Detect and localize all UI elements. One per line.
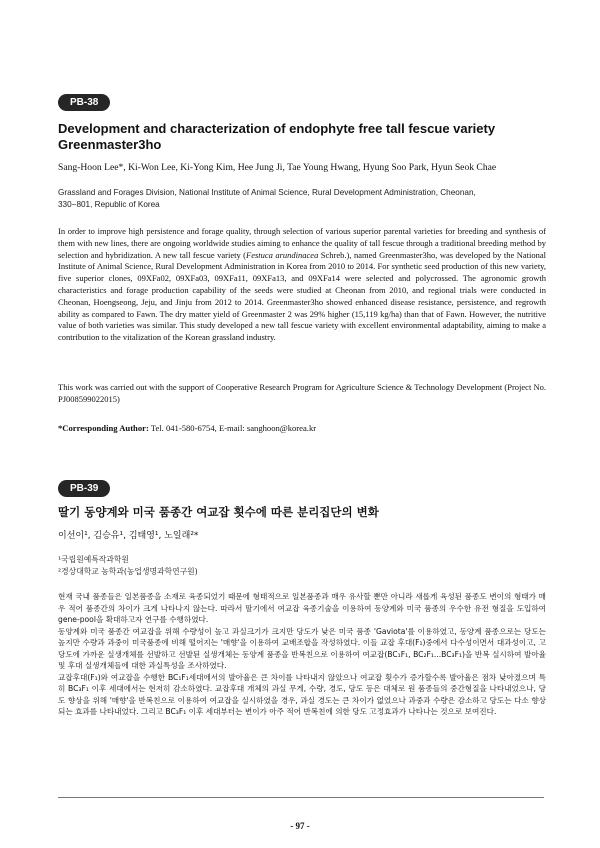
pb38-corresponding-label: *Corresponding Author:: [58, 423, 149, 433]
pb39-body: [58, 591, 546, 718]
pb39-affiliation1: ¹국립원예특작과학원: [58, 555, 129, 564]
pb38-abstract-part2: Schreb.), named Greenmaster3ho, was developed by the National Institute of Animal Science, Rural Development Administration in Korea from 2010 to 2014. For synthetic seed production of this new variety, five superior clones, 09XFa02, 09XFa03, 09XFa11, 09XFa13, and 09XFa14 were selected and polycrossed. The agronomic growth characteristics and forage production capability of the seeds were studied at Cheonan from 2010, and regional trials were conducted in Cheonan, Hoengseong, Jeju, and Jinju from 2012 to 2014. Greenmaster3ho showed enhanced disease resistance, persistence, and regrowth ability as compared to Fawn. The dry matter yield of Greenmaster 2 was 29% higher (15,119 kg/ha) than that of Fawn. However, the nutritive value of both varieties was similar. This study developed a new tall fescue variety with excellent environmental adaptability, aiming to make a contribution to the vitalization of the Korean grassland industry.: [58, 249, 546, 343]
pb39-title: 딸기 동양계와 미국 품종간 여교잡 횟수에 따른 분리집단의 변화: [58, 505, 379, 519]
pb38-authors: Sang-Hoon Lee*, Ki-Won Lee, Ki-Yong Kim, Hee Jung Ji, Tae Young Hwang, Hyung Soo Park, Hyun Seok Chae: [58, 162, 497, 173]
pb38-affiliation-line2: 330−801, Republic of Korea: [58, 200, 160, 209]
pb38-abstract: [58, 226, 546, 344]
pb39-para3: 교잡후대(F₁)와 여교잡을 수행한 BC₁F₁세대에서의 발아율은 큰 차이를 나타내지 않았으나 여교잡 횟수가 증가할수록 발아율은 점차 낮아졌으며 특히 BC₃F₁ 이후 세대에서는 현저히 감소하였다. 교잡후대 개체의 과실 무게, 수량, 경도, 당도 등은 대체로 원 품종들의 중간형질을 나타내었으나, 당도 향상을 위해 '매향'을 반복친으로 이용하여 여교잡을 실시하였을 경우, 과실 경도는 큰 차이가 없었으나 과중과 수량은 감소하고 당도는 다소 향상되는 효과를 나타내었다. 그리고 BC₃F₁ 이후 세대부터는 변이가 아주 적어 반복친에 의한 당도 고정효과가 나타나는 것으로 보여진다.: [58, 672, 546, 716]
pb39-authors: 이선이¹, 김승유¹, 김태영¹, 노일래²*: [58, 531, 199, 541]
pb39-affiliation: [58, 554, 548, 578]
pb38-corresponding: [58, 422, 548, 434]
pb38-acknowledgement: This work was carried out with the support of Cooperative Research Program for Agriculture Science & Technology Development (Project No. PJ008599022015): [58, 382, 546, 404]
pb38-corresponding-text: Tel. 041-580-6754, E-mail: sanghoon@korea.kr: [148, 423, 317, 433]
pb38-affiliation-line1: Grassland and Forages Division, National Institute of Animal Science, Rural Development Administration, Cheonan,: [58, 188, 476, 197]
pb38-abstract-species: Festuca arundinacea: [246, 249, 319, 260]
pb39-para2: 동양계와 미국 품종간 여교잡을 위해 수량성이 높고 과실크기가 크지만 당도가 낮은 미국 품종 'Gaviota'를 이용하였고, 동양계 품종으로는 당도는 높지만 수량과 과중이 미국품종에 비해 떨어지는 '매향'을 이용하여 교배조합을 작성하였다. 이들 교잡 후대(F₁)중에서 다수성이면서 대과성이고, 고당도에 가까운 실생개체를 선발하고 선발된 실생개체는 동양계 품종을 반복친으로 이용하여 여교잡(BC₁F₁, BC₂F₁...BC₃F₁)을 반복 실시하여 발아율 및 후대 실생개체들에 대한 과실특성을 조사하였다.: [58, 626, 546, 670]
pb39-affiliation2: ²경상대학교 농학과(농업생명과학연구원): [58, 567, 198, 576]
pb38-title: Development and characterization of endophyte free tall fescue variety Greenmaster3ho: [58, 121, 496, 152]
footer-divider: [58, 797, 544, 798]
pb39-badge: PB-39: [58, 480, 110, 497]
pb39-para1: 현재 국내 품종들은 일본품종을 소재로 육종되었기 때문에 형태적으로 일본품종과 매우 유사할 뿐만 아니라 새롭게 육성된 품종도 변이의 형태가 매우 적어 품종간의 차이가 크게 나타나지 않는다. 따라서 딸기에서 여교잡 육종기술을 이용하여 동양계와 미국 품종의 우수한 유전 형질을 도입하여 gene-pool을 확대하고자 연구를 수행하였다.: [58, 592, 546, 624]
pb38-abstract-part1: In order to improve high persistence and forage quality, through selection of various superior parental varieties for breeding and synthesis of them with new lines, there are ongoing worldwide studies aiming to enhance the quality of tall fescue through a traditional breeding method by selection and hybridization. A new tall fescue variety (: [58, 226, 546, 260]
pb38-badge: PB-38: [58, 94, 110, 111]
page-number: - 97 -: [290, 821, 310, 831]
pb38-affiliation: [58, 187, 548, 211]
